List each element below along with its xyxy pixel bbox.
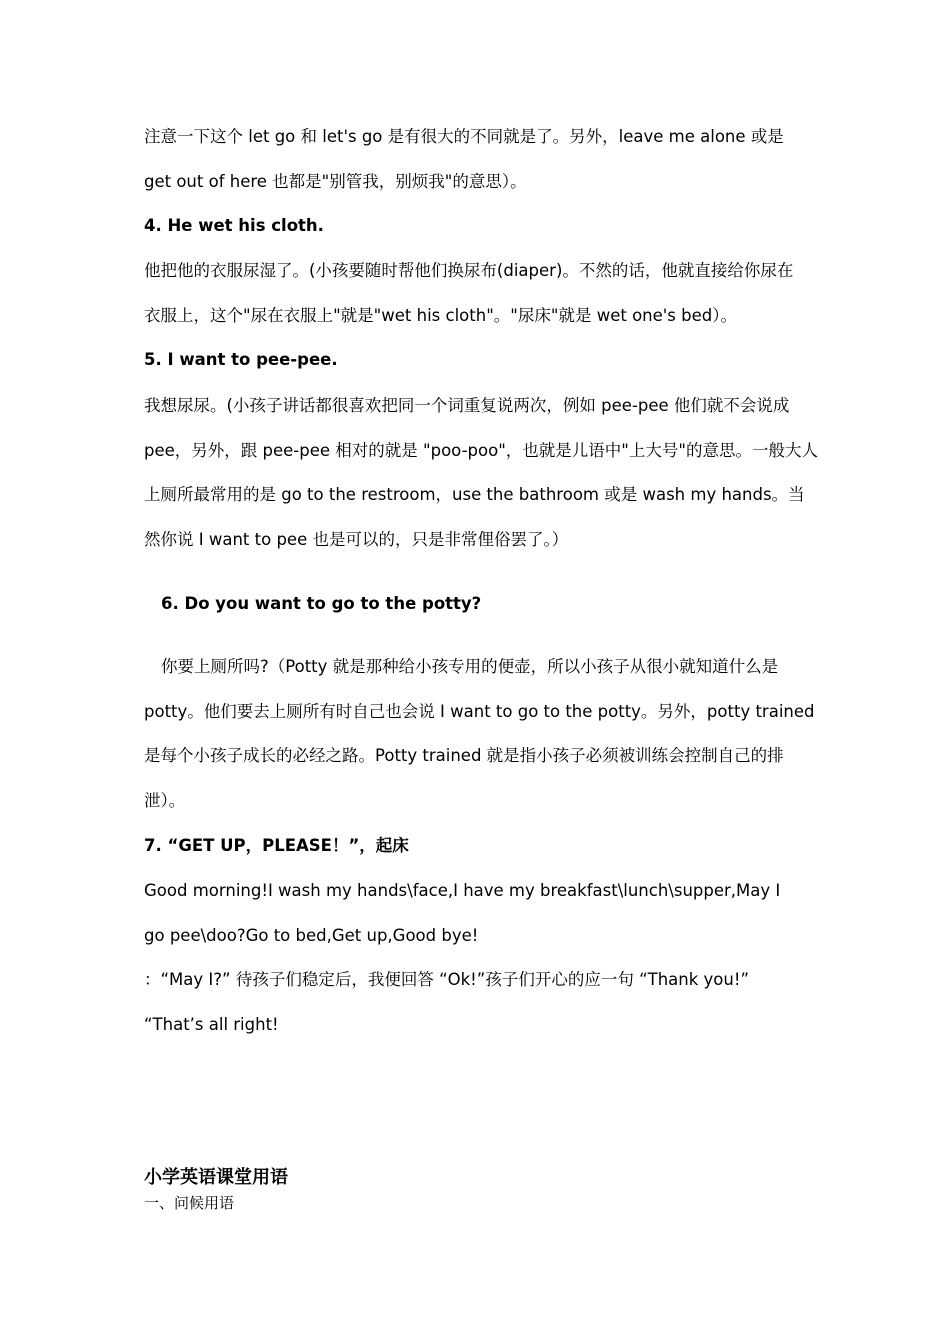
item-4-line-2: 衣服上，这个"尿在衣服上"就是"wet his cloth"。"尿床"就是 wet one's bed）。 [144, 306, 737, 325]
item-7-line-1: Good morning!I wash my hands\face,I have my breakfast\lunch\supper,May I [144, 881, 781, 900]
item-5-line-4: 然你说 I want to pee 也是可以的，只是非常俚俗罢了。） [144, 530, 569, 549]
item-6-line-4: 泄）。 [144, 791, 186, 810]
item-4-heading: 4. He wet his cloth. [144, 216, 324, 235]
item-5-line-2: pee，另外，跟 pee-pee 相对的就是 "poo-poo"，也就是儿语中"上大号"的意思。一般大人 [144, 441, 818, 460]
item-6-line-1: 你要上厕所吗?（Potty 就是那种给小孩专用的便壶，所以小孩子从很小就知道什么是 [161, 657, 779, 676]
section-subtitle: 一、问候用语 [144, 1194, 235, 1212]
item-7-line-4: “That’s all right! [144, 1015, 279, 1034]
item-6-line-3: 是每个小孩子成长的必经之路。Potty trained 就是指小孩子必须被训练会控制自己的排 [144, 746, 784, 765]
section-title: 小学英语课堂用语 [144, 1167, 288, 1188]
intro-line-1: 注意一下这个 let go 和 let's go 是有很大的不同就是了。另外，leave me alone 或是 [144, 127, 784, 146]
item-7-line-3: ：“May I?” 待孩子们稳定后，我便回答 “Ok!”孩子们开心的应一句 “Thank you!” [144, 970, 749, 989]
item-6-heading: 6. Do you want to go to the potty? [161, 594, 482, 613]
intro-line-2: get out of here 也都是"别管我，别烦我"的意思）。 [144, 172, 527, 191]
item-5-line-1: 我想尿尿。(小孩子讲话都很喜欢把同一个词重复说两次，例如 pee-pee 他们就不会说成 [144, 396, 790, 415]
item-4-line-1: 他把他的衣服尿湿了。(小孩要随时帮他们换尿布(diaper)。不然的话，他就直接给你尿在 [144, 261, 794, 280]
item-6-line-2: potty。他们要去上厕所有时自己也会说 I want to go to the potty。另外，potty trained [144, 702, 815, 721]
item-7-heading: 7. “GET UP，PLEASE！”，起床 [144, 836, 409, 855]
item-5-line-3: 上厕所最常用的是 go to the restroom，use the bathroom 或是 wash my hands。当 [144, 485, 805, 504]
item-7-line-2: go pee\doo?Go to bed,Get up,Good bye! [144, 926, 479, 945]
item-5-heading: 5. I want to pee-pee. [144, 350, 338, 369]
